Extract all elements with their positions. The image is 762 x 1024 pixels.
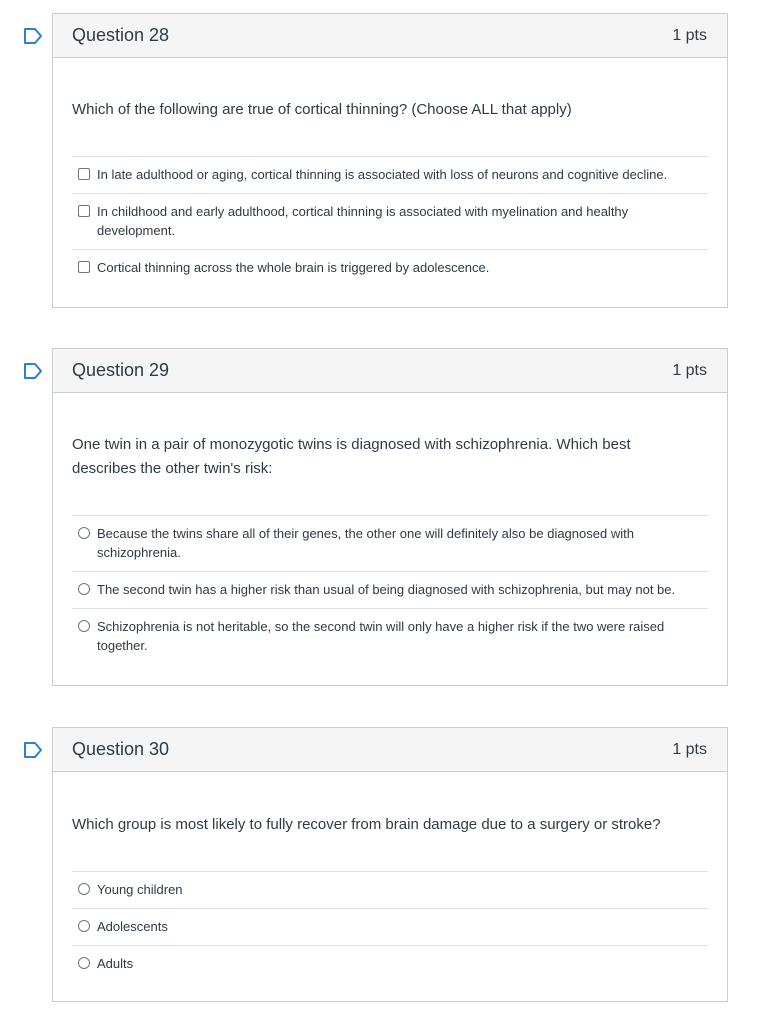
answer-option[interactable] <box>72 572 708 609</box>
question-title: Question 29 <box>72 360 170 380</box>
question-body <box>53 813 727 982</box>
answer-checkbox[interactable] <box>78 205 90 217</box>
answer-list <box>72 871 708 982</box>
question-29 <box>52 348 728 686</box>
question-text: Which of the following are true of cortical thinning? (Choose ALL that apply) <box>72 101 572 118</box>
answer-option[interactable] <box>72 157 708 194</box>
question-28 <box>52 13 728 308</box>
answer-radio[interactable] <box>78 920 90 932</box>
answer-radio[interactable] <box>78 883 90 895</box>
question-header <box>53 349 727 393</box>
answer-option[interactable] <box>72 609 708 664</box>
flag-question-icon[interactable] <box>23 362 43 380</box>
question-body <box>53 98 727 286</box>
question-text: Which group is most likely to fully recover from brain damage due to a surgery or stroke? <box>72 816 661 833</box>
answer-radio[interactable] <box>78 957 90 969</box>
answer-option[interactable] <box>72 946 708 982</box>
answer-option[interactable] <box>72 872 708 909</box>
answer-radio[interactable] <box>78 527 90 539</box>
answer-option[interactable] <box>72 516 708 572</box>
answer-label[interactable]: Adolescents <box>97 919 168 934</box>
answer-option[interactable] <box>72 194 708 250</box>
answer-label[interactable]: Because the twins share all of their genes, the other one will definitely also be diagnosed with schizophrenia. <box>97 526 634 560</box>
answer-label[interactable]: The second twin has a higher risk than usual of being diagnosed with schizophrenia, but may not be. <box>97 582 676 597</box>
question-text: One twin in a pair of monozygotic twins is diagnosed with schizophrenia. Which best describes the other twin's risk: <box>72 436 631 477</box>
answer-radio[interactable] <box>78 620 90 632</box>
flag-question-icon[interactable] <box>23 27 43 45</box>
answer-checkbox[interactable] <box>78 261 90 273</box>
answer-list <box>72 515 708 664</box>
question-header <box>53 728 727 772</box>
answer-label[interactable]: Young children <box>97 882 183 897</box>
question-points: 1 pts <box>672 26 707 44</box>
answer-option[interactable] <box>72 909 708 946</box>
question-30 <box>52 727 728 1002</box>
answer-label[interactable]: In late adulthood or aging, cortical thinning is associated with loss of neurons and cognitive decline. <box>97 167 668 182</box>
answer-label[interactable]: Schizophrenia is not heritable, so the second twin will only have a higher risk if the two were raised together. <box>97 619 665 653</box>
flag-question-icon[interactable] <box>23 741 43 759</box>
question-header <box>53 14 727 58</box>
question-body <box>53 433 727 664</box>
question-title: Question 30 <box>72 739 170 759</box>
question-points: 1 pts <box>672 361 707 379</box>
answer-checkbox[interactable] <box>78 168 90 180</box>
answer-label[interactable]: Cortical thinning across the whole brain is triggered by adolescence. <box>97 260 490 275</box>
answer-radio[interactable] <box>78 583 90 595</box>
answer-label[interactable]: Adults <box>97 956 134 971</box>
answer-list <box>72 156 708 286</box>
question-points: 1 pts <box>672 740 707 758</box>
answer-option[interactable] <box>72 250 708 286</box>
question-title: Question 28 <box>72 25 170 45</box>
answer-label[interactable]: In childhood and early adulthood, cortical thinning is associated with myelination and healthy development. <box>97 204 629 238</box>
